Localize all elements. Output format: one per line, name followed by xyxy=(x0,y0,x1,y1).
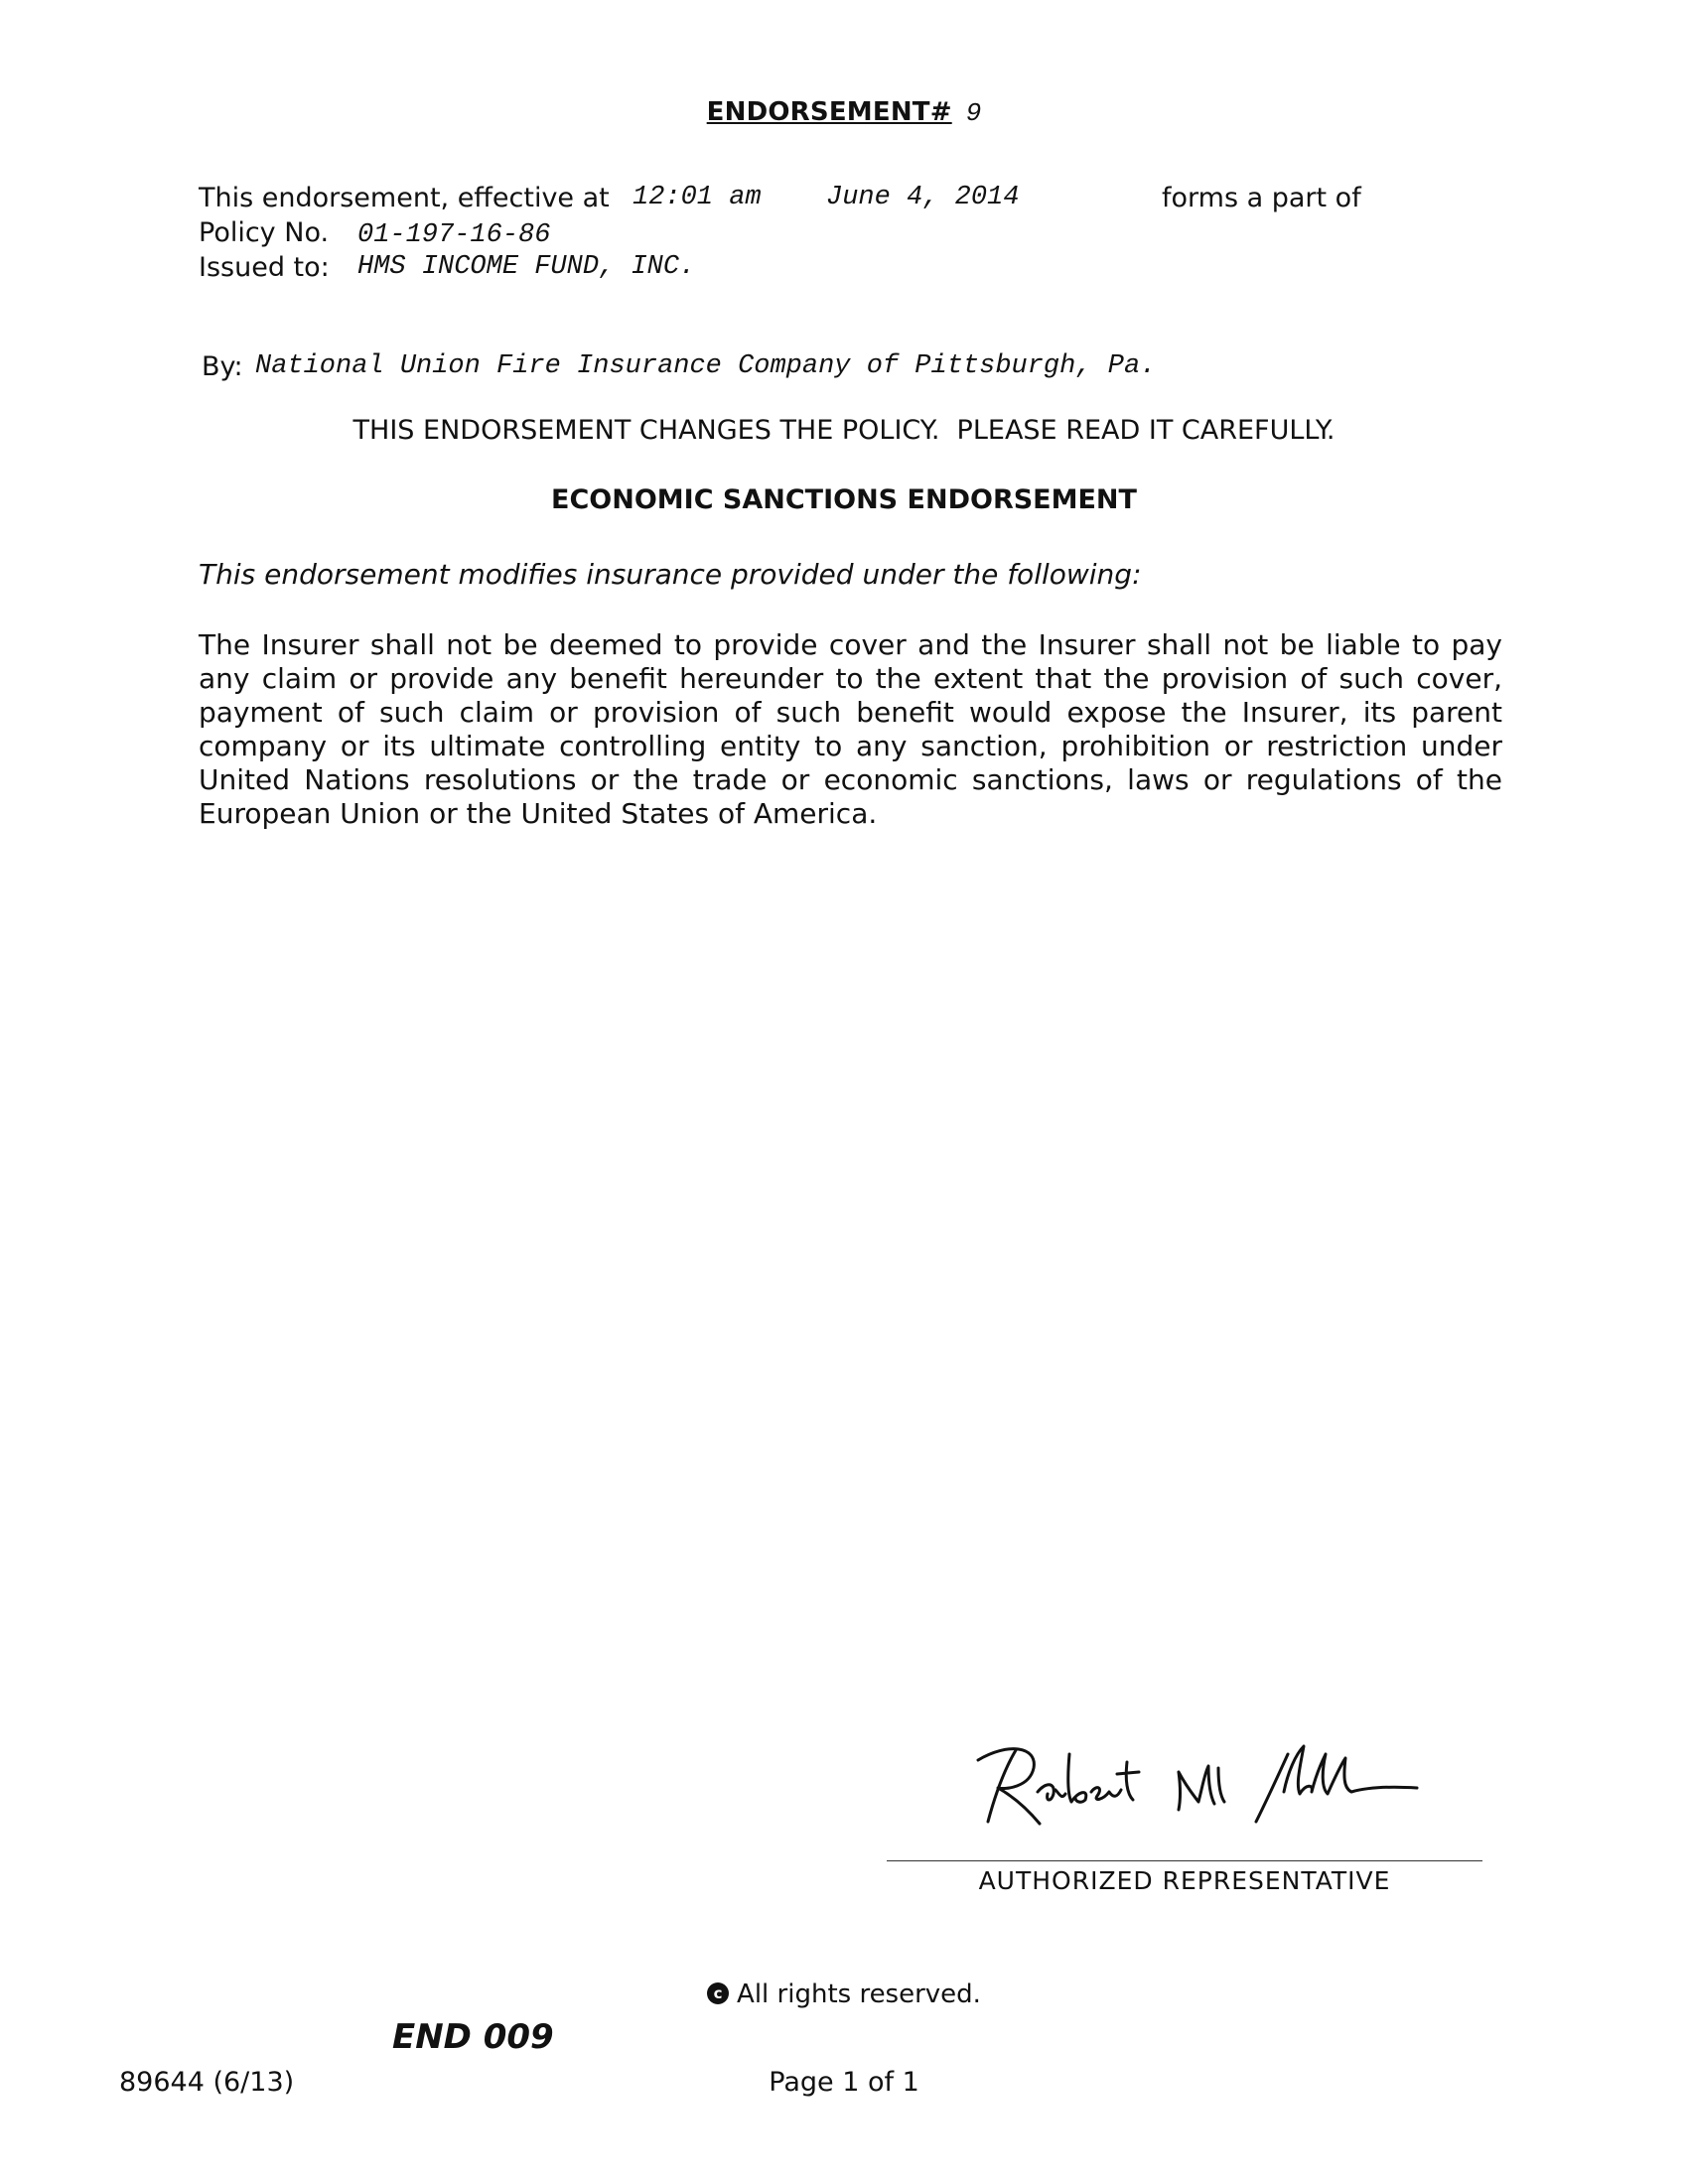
insured-name: HMS INCOME FUND, INC. xyxy=(357,252,696,282)
endorsement-label: ENDORSEMENT# xyxy=(706,97,952,127)
endorsement-title xyxy=(0,97,1688,128)
insurer-company: National Union Fire Insurance Company of Pittsburgh, Pa. xyxy=(255,351,1157,381)
effective-prefix: This endorsement, effective at xyxy=(199,183,610,213)
effective-date: June 4, 2014 xyxy=(826,183,1020,212)
endorsement-number: 9 xyxy=(965,98,982,128)
issued-label: Issued to: xyxy=(199,252,330,283)
rights-text: All rights reserved. xyxy=(737,1979,981,2009)
page-indicator: Page 1 of 1 xyxy=(769,2067,919,2098)
end-code: END 009 xyxy=(392,2017,554,2057)
endorsement-heading: ECONOMIC SANCTIONS ENDORSEMENT xyxy=(551,484,1137,515)
by-label: By: xyxy=(202,351,243,382)
effective-suffix: forms a part of xyxy=(1162,183,1361,213)
sanctions-clause: The Insurer shall not be deemed to provide cover and the Insurer shall not be liable to pay any claim or provide any benefit hereunder to the extent that the provision of such cover, payment of such claim or provision of such benefit would expose the Insurer, its parent company or its ultimate controlling entity to any sanction, prohibition or restriction under United Nations resolutions or the trade or economic sanctions, laws or regulations of the European Union or the United States of America. xyxy=(199,628,1502,830)
authorized-representative-label: AUTHORIZED REPRESENTATIVE xyxy=(978,1866,1391,1895)
effective-time: 12:01 am xyxy=(633,183,762,212)
policy-label: Policy No. xyxy=(199,217,330,248)
copyright-icon: c xyxy=(707,1982,729,2004)
rights-notice xyxy=(0,1979,1688,2009)
signature-line xyxy=(887,1860,1482,1861)
policy-number: 01-197-16-86 xyxy=(357,220,551,250)
modifies-statement: This endorsement modifies insurance provided under the following: xyxy=(199,558,1142,591)
form-number: 89644 (6/13) xyxy=(119,2067,295,2098)
signature-image xyxy=(968,1732,1435,1851)
policy-change-notice: THIS ENDORSEMENT CHANGES THE POLICY. PLEASE READ IT CAREFULLY. xyxy=(352,415,1336,446)
